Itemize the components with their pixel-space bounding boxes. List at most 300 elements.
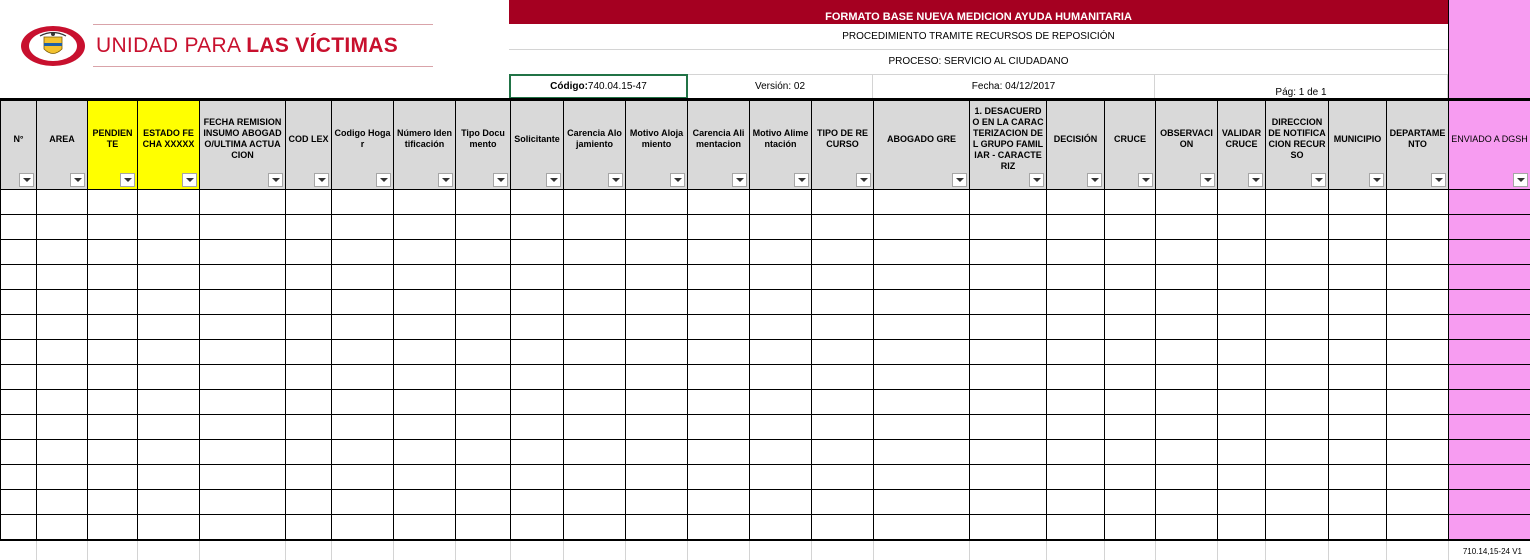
table-cell[interactable] <box>750 240 812 265</box>
table-cell[interactable] <box>626 340 688 365</box>
filter-dropdown-icon[interactable] <box>670 173 685 187</box>
table-cell[interactable] <box>394 390 456 415</box>
table-cell[interactable] <box>750 415 812 440</box>
table-cell[interactable] <box>874 415 970 440</box>
table-cell[interactable] <box>874 340 970 365</box>
table-cell[interactable] <box>394 415 456 440</box>
table-cell[interactable] <box>1156 490 1218 515</box>
column-header-22[interactable] <box>1329 101 1387 190</box>
table-cell[interactable] <box>138 390 200 415</box>
table-cell[interactable] <box>88 490 138 515</box>
table-cell[interactable] <box>1047 290 1105 315</box>
table-cell[interactable] <box>688 240 750 265</box>
table-cell[interactable] <box>874 190 970 215</box>
table-cell[interactable] <box>1 440 37 465</box>
table-cell[interactable] <box>874 365 970 390</box>
table-cell[interactable] <box>970 215 1047 240</box>
pagina-cell[interactable]: Pág: 1 de 1 <box>1155 74 1448 99</box>
table-cell[interactable] <box>564 190 626 215</box>
table-cell[interactable] <box>970 440 1047 465</box>
column-header-17[interactable] <box>1047 101 1105 190</box>
table-cell[interactable] <box>200 365 286 390</box>
table-cell[interactable] <box>37 240 88 265</box>
table-cell[interactable] <box>37 365 88 390</box>
table-cell[interactable] <box>1387 415 1449 440</box>
table-cell[interactable] <box>970 415 1047 440</box>
filter-dropdown-icon[interactable] <box>182 173 197 187</box>
filter-dropdown-icon[interactable] <box>1311 173 1326 187</box>
column-header-8[interactable] <box>456 101 511 190</box>
table-cell[interactable] <box>1387 490 1449 515</box>
table-cell[interactable] <box>1387 315 1449 340</box>
table-cell[interactable] <box>812 190 874 215</box>
table-cell[interactable] <box>332 390 394 415</box>
table-cell[interactable] <box>688 340 750 365</box>
table-cell[interactable] <box>286 515 332 540</box>
table-cell[interactable] <box>688 290 750 315</box>
table-cell[interactable] <box>626 315 688 340</box>
table-cell[interactable] <box>626 415 688 440</box>
table-cell[interactable] <box>688 265 750 290</box>
table-cell[interactable] <box>564 440 626 465</box>
table-cell[interactable] <box>511 340 564 365</box>
table-cell[interactable] <box>1105 390 1156 415</box>
table-cell[interactable] <box>1218 315 1266 340</box>
table-cell[interactable] <box>394 315 456 340</box>
table-cell[interactable] <box>1329 340 1387 365</box>
filter-dropdown-icon[interactable] <box>546 173 561 187</box>
table-cell[interactable] <box>812 515 874 540</box>
table-cell[interactable] <box>37 465 88 490</box>
table-cell[interactable] <box>1449 190 1530 215</box>
table-cell[interactable] <box>286 365 332 390</box>
table-cell[interactable] <box>1329 190 1387 215</box>
table-cell[interactable] <box>564 240 626 265</box>
table-cell[interactable] <box>286 240 332 265</box>
table-cell[interactable] <box>750 190 812 215</box>
table-cell[interactable] <box>1329 215 1387 240</box>
table-cell[interactable] <box>1329 315 1387 340</box>
table-cell[interactable] <box>1047 190 1105 215</box>
table-cell[interactable] <box>286 215 332 240</box>
table-cell[interactable] <box>1266 365 1329 390</box>
table-cell[interactable] <box>1105 290 1156 315</box>
table-cell[interactable] <box>138 340 200 365</box>
table-cell[interactable] <box>874 390 970 415</box>
table-cell[interactable] <box>750 340 812 365</box>
table-cell[interactable] <box>688 190 750 215</box>
table-cell[interactable] <box>332 365 394 390</box>
table-cell[interactable] <box>394 240 456 265</box>
table-cell[interactable] <box>1047 365 1105 390</box>
filter-dropdown-icon[interactable] <box>856 173 871 187</box>
table-cell[interactable] <box>200 440 286 465</box>
table-cell[interactable] <box>332 340 394 365</box>
table-cell[interactable] <box>812 240 874 265</box>
table-cell[interactable] <box>511 215 564 240</box>
table-cell[interactable] <box>1 240 37 265</box>
table-cell[interactable] <box>37 215 88 240</box>
table-cell[interactable] <box>200 415 286 440</box>
table-cell[interactable] <box>626 190 688 215</box>
table-cell[interactable] <box>1449 490 1530 515</box>
table-cell[interactable] <box>200 490 286 515</box>
table-cell[interactable] <box>456 215 511 240</box>
table-cell[interactable] <box>1266 440 1329 465</box>
table-cell[interactable] <box>1047 215 1105 240</box>
column-header-2[interactable] <box>88 101 138 190</box>
table-cell[interactable] <box>286 290 332 315</box>
table-cell[interactable] <box>456 315 511 340</box>
table-cell[interactable] <box>1156 340 1218 365</box>
table-cell[interactable] <box>564 340 626 365</box>
table-cell[interactable] <box>1329 465 1387 490</box>
table-cell[interactable] <box>200 190 286 215</box>
column-header-23[interactable] <box>1387 101 1449 190</box>
table-cell[interactable] <box>970 240 1047 265</box>
table-cell[interactable] <box>626 365 688 390</box>
table-cell[interactable] <box>394 340 456 365</box>
table-cell[interactable] <box>1449 315 1530 340</box>
table-cell[interactable] <box>138 415 200 440</box>
table-cell[interactable] <box>874 290 970 315</box>
table-cell[interactable] <box>1 290 37 315</box>
table-cell[interactable] <box>750 290 812 315</box>
table-cell[interactable] <box>456 340 511 365</box>
table-cell[interactable] <box>1266 465 1329 490</box>
table-cell[interactable] <box>1047 415 1105 440</box>
column-header-16[interactable] <box>970 101 1047 190</box>
table-cell[interactable] <box>564 415 626 440</box>
table-cell[interactable] <box>88 465 138 490</box>
table-cell[interactable] <box>874 465 970 490</box>
table-cell[interactable] <box>37 490 88 515</box>
table-cell[interactable] <box>564 215 626 240</box>
table-cell[interactable] <box>1329 240 1387 265</box>
table-cell[interactable] <box>88 365 138 390</box>
table-cell[interactable] <box>1387 340 1449 365</box>
table-cell[interactable] <box>1387 515 1449 540</box>
table-cell[interactable] <box>394 265 456 290</box>
column-header-10[interactable] <box>564 101 626 190</box>
table-cell[interactable] <box>970 315 1047 340</box>
table-cell[interactable] <box>511 490 564 515</box>
column-header-11[interactable] <box>626 101 688 190</box>
column-header-20[interactable] <box>1218 101 1266 190</box>
filter-dropdown-icon[interactable] <box>1029 173 1044 187</box>
table-cell[interactable] <box>138 215 200 240</box>
filter-dropdown-icon[interactable] <box>1431 173 1446 187</box>
table-cell[interactable] <box>88 240 138 265</box>
column-header-13[interactable] <box>750 101 812 190</box>
table-cell[interactable] <box>1105 440 1156 465</box>
table-cell[interactable] <box>1266 265 1329 290</box>
table-cell[interactable] <box>394 490 456 515</box>
table-cell[interactable] <box>874 215 970 240</box>
table-cell[interactable] <box>138 490 200 515</box>
table-cell[interactable] <box>970 265 1047 290</box>
table-cell[interactable] <box>626 465 688 490</box>
table-cell[interactable] <box>200 240 286 265</box>
table-cell[interactable] <box>1449 290 1530 315</box>
table-cell[interactable] <box>1105 265 1156 290</box>
table-cell[interactable] <box>1156 215 1218 240</box>
table-cell[interactable] <box>332 415 394 440</box>
table-cell[interactable] <box>970 465 1047 490</box>
version-cell[interactable]: Versión: 02 <box>688 74 873 99</box>
table-cell[interactable] <box>200 265 286 290</box>
table-cell[interactable] <box>1266 415 1329 440</box>
table-cell[interactable] <box>812 440 874 465</box>
filter-dropdown-icon[interactable] <box>1138 173 1153 187</box>
table-cell[interactable] <box>138 315 200 340</box>
table-cell[interactable] <box>394 215 456 240</box>
column-header-0[interactable] <box>1 101 37 190</box>
table-cell[interactable] <box>1047 440 1105 465</box>
filter-dropdown-icon[interactable] <box>314 173 329 187</box>
table-cell[interactable] <box>1218 490 1266 515</box>
table-cell[interactable] <box>1449 415 1530 440</box>
table-cell[interactable] <box>1156 390 1218 415</box>
table-cell[interactable] <box>1 340 37 365</box>
table-cell[interactable] <box>970 490 1047 515</box>
table-cell[interactable] <box>1 190 37 215</box>
table-cell[interactable] <box>1387 265 1449 290</box>
table-cell[interactable] <box>1156 240 1218 265</box>
table-cell[interactable] <box>1329 440 1387 465</box>
table-cell[interactable] <box>456 290 511 315</box>
table-cell[interactable] <box>812 215 874 240</box>
table-cell[interactable] <box>511 515 564 540</box>
table-cell[interactable] <box>456 390 511 415</box>
table-cell[interactable] <box>286 490 332 515</box>
table-cell[interactable] <box>750 465 812 490</box>
table-cell[interactable] <box>200 315 286 340</box>
table-cell[interactable] <box>1449 515 1530 540</box>
table-cell[interactable] <box>1329 365 1387 390</box>
table-cell[interactable] <box>1218 440 1266 465</box>
table-cell[interactable] <box>1156 365 1218 390</box>
filter-dropdown-icon[interactable] <box>19 173 34 187</box>
table-cell[interactable] <box>37 440 88 465</box>
table-cell[interactable] <box>88 190 138 215</box>
table-cell[interactable] <box>1387 290 1449 315</box>
column-header-4[interactable] <box>200 101 286 190</box>
table-cell[interactable] <box>812 340 874 365</box>
table-cell[interactable] <box>564 290 626 315</box>
table-cell[interactable] <box>1 315 37 340</box>
column-header-24[interactable] <box>1449 101 1530 190</box>
table-cell[interactable] <box>88 265 138 290</box>
table-cell[interactable] <box>1105 215 1156 240</box>
table-cell[interactable] <box>138 240 200 265</box>
table-cell[interactable] <box>1329 265 1387 290</box>
filter-dropdown-icon[interactable] <box>1087 173 1102 187</box>
table-cell[interactable] <box>750 490 812 515</box>
table-cell[interactable] <box>1156 415 1218 440</box>
table-cell[interactable] <box>1 390 37 415</box>
table-cell[interactable] <box>812 390 874 415</box>
table-cell[interactable] <box>511 240 564 265</box>
table-cell[interactable] <box>456 490 511 515</box>
column-header-19[interactable] <box>1156 101 1218 190</box>
table-cell[interactable] <box>332 465 394 490</box>
column-header-1[interactable] <box>37 101 88 190</box>
codigo-cell[interactable] <box>509 74 688 99</box>
table-cell[interactable] <box>750 265 812 290</box>
table-cell[interactable] <box>812 490 874 515</box>
table-cell[interactable] <box>1387 440 1449 465</box>
table-cell[interactable] <box>812 290 874 315</box>
table-cell[interactable] <box>970 365 1047 390</box>
table-cell[interactable] <box>200 215 286 240</box>
filter-dropdown-icon[interactable] <box>732 173 747 187</box>
table-cell[interactable] <box>1266 215 1329 240</box>
table-cell[interactable] <box>332 315 394 340</box>
table-cell[interactable] <box>688 315 750 340</box>
table-cell[interactable] <box>332 290 394 315</box>
table-cell[interactable] <box>1218 515 1266 540</box>
table-cell[interactable] <box>688 390 750 415</box>
table-cell[interactable] <box>332 440 394 465</box>
table-cell[interactable] <box>200 390 286 415</box>
table-cell[interactable] <box>688 440 750 465</box>
table-cell[interactable] <box>88 440 138 465</box>
table-cell[interactable] <box>1 465 37 490</box>
column-header-7[interactable] <box>394 101 456 190</box>
table-cell[interactable] <box>750 440 812 465</box>
table-cell[interactable] <box>456 365 511 390</box>
table-cell[interactable] <box>1266 190 1329 215</box>
table-cell[interactable] <box>1156 315 1218 340</box>
table-cell[interactable] <box>750 390 812 415</box>
table-cell[interactable] <box>970 515 1047 540</box>
table-cell[interactable] <box>1156 290 1218 315</box>
table-cell[interactable] <box>812 365 874 390</box>
table-cell[interactable] <box>88 340 138 365</box>
table-cell[interactable] <box>1218 190 1266 215</box>
table-cell[interactable] <box>1047 240 1105 265</box>
table-cell[interactable] <box>138 265 200 290</box>
filter-dropdown-icon[interactable] <box>438 173 453 187</box>
table-cell[interactable] <box>1218 215 1266 240</box>
table-cell[interactable] <box>332 215 394 240</box>
table-cell[interactable] <box>1047 265 1105 290</box>
table-cell[interactable] <box>1449 390 1530 415</box>
table-cell[interactable] <box>511 465 564 490</box>
table-cell[interactable] <box>88 215 138 240</box>
table-cell[interactable] <box>511 265 564 290</box>
table-cell[interactable] <box>1156 440 1218 465</box>
table-cell[interactable] <box>874 515 970 540</box>
table-cell[interactable] <box>286 315 332 340</box>
table-cell[interactable] <box>1449 340 1530 365</box>
filter-dropdown-icon[interactable] <box>1200 173 1215 187</box>
table-cell[interactable] <box>626 215 688 240</box>
column-header-12[interactable] <box>688 101 750 190</box>
table-cell[interactable] <box>812 265 874 290</box>
table-cell[interactable] <box>750 365 812 390</box>
column-header-21[interactable] <box>1266 101 1329 190</box>
table-cell[interactable] <box>1156 515 1218 540</box>
table-cell[interactable] <box>1266 290 1329 315</box>
table-cell[interactable] <box>286 390 332 415</box>
table-cell[interactable] <box>332 490 394 515</box>
table-cell[interactable] <box>286 440 332 465</box>
table-cell[interactable] <box>1218 265 1266 290</box>
table-cell[interactable] <box>1105 490 1156 515</box>
table-cell[interactable] <box>1266 515 1329 540</box>
column-header-6[interactable] <box>332 101 394 190</box>
table-cell[interactable] <box>394 290 456 315</box>
table-cell[interactable] <box>1105 315 1156 340</box>
table-cell[interactable] <box>812 415 874 440</box>
filter-dropdown-icon[interactable] <box>120 173 135 187</box>
table-cell[interactable] <box>1449 465 1530 490</box>
table-cell[interactable] <box>688 465 750 490</box>
table-cell[interactable] <box>1105 365 1156 390</box>
table-cell[interactable] <box>1047 465 1105 490</box>
table-cell[interactable] <box>1218 465 1266 490</box>
table-cell[interactable] <box>286 265 332 290</box>
table-cell[interactable] <box>1329 490 1387 515</box>
table-cell[interactable] <box>750 215 812 240</box>
table-cell[interactable] <box>88 415 138 440</box>
table-cell[interactable] <box>286 465 332 490</box>
table-cell[interactable] <box>511 315 564 340</box>
table-cell[interactable] <box>37 265 88 290</box>
table-cell[interactable] <box>394 515 456 540</box>
table-cell[interactable] <box>626 490 688 515</box>
table-cell[interactable] <box>37 515 88 540</box>
table-cell[interactable] <box>1387 390 1449 415</box>
column-header-14[interactable] <box>812 101 874 190</box>
table-cell[interactable] <box>456 240 511 265</box>
table-cell[interactable] <box>1449 265 1530 290</box>
table-cell[interactable] <box>88 515 138 540</box>
table-cell[interactable] <box>88 290 138 315</box>
table-cell[interactable] <box>1449 440 1530 465</box>
table-cell[interactable] <box>750 515 812 540</box>
table-cell[interactable] <box>564 515 626 540</box>
table-cell[interactable] <box>511 390 564 415</box>
table-cell[interactable] <box>200 465 286 490</box>
filter-dropdown-icon[interactable] <box>952 173 967 187</box>
table-cell[interactable] <box>1 215 37 240</box>
table-cell[interactable] <box>332 190 394 215</box>
table-cell[interactable] <box>1047 390 1105 415</box>
table-cell[interactable] <box>1387 215 1449 240</box>
table-cell[interactable] <box>874 490 970 515</box>
table-cell[interactable] <box>1 515 37 540</box>
table-cell[interactable] <box>1329 515 1387 540</box>
table-cell[interactable] <box>88 315 138 340</box>
table-cell[interactable] <box>1105 515 1156 540</box>
table-cell[interactable] <box>456 415 511 440</box>
table-cell[interactable] <box>37 290 88 315</box>
table-cell[interactable] <box>874 315 970 340</box>
table-cell[interactable] <box>1218 290 1266 315</box>
table-cell[interactable] <box>1266 240 1329 265</box>
table-cell[interactable] <box>874 440 970 465</box>
table-cell[interactable] <box>1266 340 1329 365</box>
filter-dropdown-icon[interactable] <box>268 173 283 187</box>
table-cell[interactable] <box>200 515 286 540</box>
column-header-18[interactable] <box>1105 101 1156 190</box>
table-cell[interactable] <box>1047 340 1105 365</box>
table-cell[interactable] <box>626 290 688 315</box>
table-cell[interactable] <box>456 515 511 540</box>
